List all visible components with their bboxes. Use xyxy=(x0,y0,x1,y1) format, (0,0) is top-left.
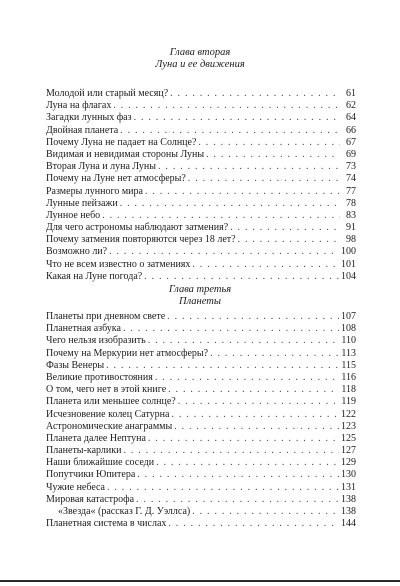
toc-entry-page: 64 xyxy=(346,112,356,124)
dot-leader xyxy=(123,445,339,457)
toc-entry-title: Попутчики Юпитера xyxy=(46,469,136,481)
toc-entry[interactable] xyxy=(46,222,356,234)
dot-leader xyxy=(137,469,339,481)
toc-entry-title: Луна на флагах xyxy=(46,100,112,112)
chapter-title: Луна и ее движения xyxy=(155,58,245,70)
dot-leader xyxy=(120,198,340,210)
chapter-heading xyxy=(0,47,400,70)
dot-leader xyxy=(198,137,340,149)
dot-leader xyxy=(136,494,339,506)
toc-entry-title: Чего нельзя изобразить xyxy=(46,335,146,347)
toc-entry[interactable] xyxy=(46,457,356,469)
dot-leader xyxy=(158,161,340,173)
bottom-rule xyxy=(0,580,400,582)
toc-entry[interactable] xyxy=(46,100,356,112)
toc-entry-page: 107 xyxy=(341,311,356,322)
toc-entry-page: 69 xyxy=(346,148,356,160)
toc-entry-page: 130 xyxy=(341,469,356,481)
toc-entry-title: Лунное небо xyxy=(46,209,101,221)
dot-leader xyxy=(238,234,340,246)
toc-entry[interactable] xyxy=(46,186,356,198)
toc-entry-title: Фазы Венеры xyxy=(46,359,105,371)
toc-entry-page: 138 xyxy=(341,506,356,517)
toc-entry-page: 67 xyxy=(346,136,356,148)
toc-entry-title: Планеты при дневном свете xyxy=(46,311,166,322)
toc-entry[interactable] xyxy=(46,246,356,258)
toc-entry-title: Исчезновение колец Сатурна xyxy=(46,408,170,420)
toc-entry-title: Астрономические анаграммы xyxy=(46,420,173,432)
table-of-contents xyxy=(46,311,356,530)
toc-entry-title: Молодой или старый месяц? xyxy=(46,88,169,99)
dot-leader xyxy=(188,173,340,185)
toc-entry-page: 108 xyxy=(341,323,356,335)
dot-leader xyxy=(145,186,340,198)
dot-leader xyxy=(120,125,340,137)
toc-entry-page: 118 xyxy=(341,384,356,396)
dot-leader xyxy=(144,271,339,283)
toc-entry[interactable] xyxy=(46,384,356,396)
toc-entry-page: 61 xyxy=(346,88,356,99)
toc-entry-page: 116 xyxy=(341,371,356,383)
toc-entry-page: 110 xyxy=(341,335,356,347)
dot-leader xyxy=(192,506,339,518)
toc-entry[interactable] xyxy=(46,198,356,210)
toc-entry-title: Для чего астрономы наблюдают затмения? xyxy=(46,222,229,234)
toc-entry[interactable] xyxy=(46,494,356,506)
toc-entry[interactable] xyxy=(46,323,356,335)
toc-entry[interactable] xyxy=(46,259,356,271)
chapter-label: Глава третья xyxy=(168,284,232,295)
toc-entry-page: 91 xyxy=(346,222,356,234)
toc-entry[interactable] xyxy=(46,88,356,100)
toc-entry[interactable] xyxy=(46,469,356,481)
toc-entry-page: 129 xyxy=(341,457,356,469)
toc-entry[interactable] xyxy=(46,360,356,372)
dot-leader xyxy=(171,409,339,421)
toc-entry-page: 138 xyxy=(341,493,356,505)
toc-entry-page: 125 xyxy=(341,432,356,444)
dot-leader xyxy=(174,421,339,433)
toc-entry-title: Размеры лунного мира xyxy=(46,185,143,197)
toc-entry[interactable] xyxy=(46,210,356,222)
toc-entry[interactable] xyxy=(46,518,356,530)
dot-leader xyxy=(167,311,339,323)
toc-entry-title: Чужие небеса xyxy=(46,481,105,493)
chapter-label: Глава вторая xyxy=(169,47,231,58)
toc-entry-title: Планетная система в числах xyxy=(46,518,167,530)
toc-entry-title: Почему на Меркурии нет атмосферы? xyxy=(46,347,209,359)
toc-entry-page: 100 xyxy=(341,246,356,258)
dot-leader xyxy=(206,149,340,161)
dot-leader xyxy=(109,246,339,258)
toc-entry-title: Наши ближайшие соседи xyxy=(46,457,155,469)
dot-leader xyxy=(210,348,339,360)
toc-entry-page: 104 xyxy=(341,270,356,282)
toc-entry-page: 83 xyxy=(346,209,356,221)
toc-entry[interactable] xyxy=(46,149,356,161)
toc-entry-title: Почему затмения повторяются через 18 лет? xyxy=(46,234,236,246)
toc-entry-page: 123 xyxy=(341,420,356,432)
toc-entry[interactable] xyxy=(46,234,356,246)
toc-entry[interactable] xyxy=(46,445,356,457)
toc-entry[interactable] xyxy=(46,271,356,283)
dot-leader xyxy=(168,384,339,396)
toc-entry[interactable] xyxy=(46,173,356,185)
toc-entry-title: Видимая и невидимая стороны Луны xyxy=(46,148,205,160)
toc-entry-title: Великие противостояния xyxy=(46,371,153,383)
dot-leader xyxy=(155,372,340,384)
dot-leader xyxy=(107,482,339,494)
toc-entry-title: Планета далее Нептуна xyxy=(46,432,146,444)
toc-entry-page: 127 xyxy=(341,445,356,457)
toc-entry-title: «Звезда« (рассказ Г. Д. Уэллса) xyxy=(58,506,191,517)
toc-entry-page: 115 xyxy=(341,359,356,371)
toc-entry-title: Какая на Луне погода? xyxy=(46,270,143,282)
toc-entry-title: Мировая катастрофа xyxy=(46,493,135,505)
toc-entry-title: Почему Луна не падает на Солнце? xyxy=(46,136,197,148)
toc-entry[interactable] xyxy=(46,161,356,173)
toc-entry-title: Двойная планета xyxy=(46,124,119,136)
dot-leader xyxy=(148,335,340,347)
toc-entry[interactable] xyxy=(46,506,356,518)
toc-entry[interactable] xyxy=(46,421,356,433)
toc-entry[interactable] xyxy=(46,311,356,323)
toc-entry[interactable] xyxy=(46,433,356,445)
dot-leader xyxy=(134,112,340,124)
toc-entry-page: 101 xyxy=(341,258,356,270)
toc-entry[interactable] xyxy=(46,112,356,124)
toc-entry-title: Планетная азбука xyxy=(46,323,121,335)
toc-entry[interactable] xyxy=(46,137,356,149)
dot-leader xyxy=(156,457,339,469)
dot-leader xyxy=(148,433,339,445)
dot-leader xyxy=(113,100,340,112)
toc-entry-page: 77 xyxy=(346,185,356,197)
toc-entry-page: 144 xyxy=(341,518,356,530)
toc-entry-page: 62 xyxy=(346,100,356,112)
dot-leader xyxy=(170,88,340,100)
toc-entry-title: Планета или меньшее солнце? xyxy=(46,396,176,408)
dot-leader xyxy=(123,323,339,335)
toc-entry[interactable] xyxy=(46,372,356,384)
toc-entry[interactable] xyxy=(46,335,356,347)
toc-entry-page: 73 xyxy=(346,161,356,173)
dot-leader xyxy=(102,210,340,222)
dot-leader xyxy=(178,396,340,408)
toc-entry[interactable] xyxy=(46,348,356,360)
chapter-title: Планеты xyxy=(179,295,221,307)
toc-entry[interactable] xyxy=(46,125,356,137)
toc-entry-page: 113 xyxy=(341,347,356,359)
dot-leader xyxy=(192,259,339,271)
chapter-heading xyxy=(0,284,400,307)
toc-entry-page: 78 xyxy=(346,197,356,209)
toc-entry-page: 74 xyxy=(346,173,356,185)
toc-entry-page: 119 xyxy=(341,396,356,408)
toc-entry-page: 131 xyxy=(341,481,356,493)
toc-entry[interactable] xyxy=(46,482,356,494)
toc-entry-title: О том, чего нет в этой книге xyxy=(46,384,167,396)
toc-entry-title: Планеты-карлики xyxy=(46,445,122,457)
dot-leader xyxy=(106,360,339,372)
toc-entry-title: Загадки лунных фаз xyxy=(46,112,132,124)
toc-entry[interactable] xyxy=(46,396,356,408)
toc-entry-title: Лунные пейзажи xyxy=(46,197,118,209)
toc-entry-title: Вторая Луна и луна Луны xyxy=(46,161,157,173)
table-of-contents xyxy=(46,88,356,283)
toc-entry-page: 98 xyxy=(346,234,356,246)
toc-entry-page: 122 xyxy=(341,408,356,420)
toc-entry[interactable] xyxy=(46,409,356,421)
dot-leader xyxy=(168,518,339,530)
dot-leader xyxy=(230,222,340,234)
toc-entry-page: 66 xyxy=(346,124,356,136)
toc-entry-title: Возможно ли? xyxy=(46,246,108,258)
toc-entry-title: Почему на Луне нет атмосферы? xyxy=(46,173,186,185)
toc-entry-title: Что не всем известно о затмениях xyxy=(46,258,191,270)
